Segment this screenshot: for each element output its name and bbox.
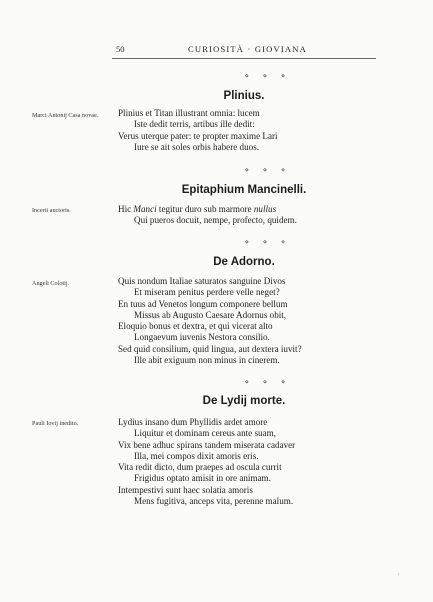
poem-line: Lydius insano dum Phyllidis ardet amore	[118, 417, 268, 427]
poem-line: Vix bene adhuc spirans tandem miserata cadaver	[118, 439, 296, 450]
poem-body	[118, 276, 388, 366]
poem-line: Verus uterque pater: te propter maxime Lari	[118, 130, 278, 141]
poem-line: Ille abit exiguum non minus in cinerem.	[134, 355, 280, 366]
poem-line: Plinius et Titan illustrant omnia: lucem	[118, 108, 260, 118]
poem-line: Iure se ait soles orbis habere duos.	[134, 141, 260, 152]
section-source: Pauli Iovij inedito.	[32, 420, 79, 427]
poem-body	[118, 108, 388, 153]
section-source: Marci Antonij Casa novae.	[32, 112, 99, 119]
poem-line: Qui pueros docuit, nempe, profecto, quidem.	[134, 215, 297, 226]
poem-line: Et miseram penitus perdere velle neget?	[134, 287, 280, 298]
poem-line: Longaevum iuvenis Nestora consilio.	[134, 332, 270, 343]
header-rule	[112, 58, 376, 59]
poem-line: Frigidus optato amisit in ore animam.	[134, 473, 271, 484]
poem-line: Vita redit dicto, dum praepes ad oscula currit	[118, 462, 282, 473]
poem-line: Liquitur et dominam cereus ante suam,	[134, 428, 276, 439]
poem-line: Missus ab Augusto Caesare Adornus obit,	[134, 309, 287, 320]
section-separator: ⋄ ⋄ ⋄	[244, 72, 292, 80]
poem-line: Sed quid consilium, quid lingua, aut dextera iuvit?	[118, 343, 302, 354]
section-separator: ⋄ ⋄ ⋄	[244, 238, 292, 246]
poem-body	[118, 204, 388, 227]
section-title: Epitaphium Mancinelli.	[181, 184, 307, 196]
section-title: De Lydij morte.	[202, 395, 286, 407]
section-title: Plinius.	[223, 90, 265, 102]
poem-line: Quis nondum Italiae saturatos sanguine Divos	[118, 276, 286, 286]
poem-line: Mens fugitiva, anceps vita, perenne malum.	[134, 496, 294, 507]
running-title: CURIOSITÀ · GIOVIANA	[188, 44, 307, 54]
section-source: Angeli Colotij.	[32, 280, 70, 287]
poem-line: Hic Manci tegitur duro sub marmore nullus	[118, 204, 277, 214]
poem-line: Illa, mei compos dixit amoris eris.	[134, 450, 259, 461]
poem-body	[118, 417, 388, 507]
poem-line: Eloquio bonus et dextra, et qui vicerat alto	[118, 321, 273, 332]
poem-line: Iste dedit terris, artibus ille dedit:	[134, 119, 255, 130]
poem-line: Intempestivi sunt haec solatia amoris	[118, 484, 253, 495]
section-separator: ⋄ ⋄ ⋄	[244, 166, 292, 174]
poem-line: En tuus ad Venetos longum componere bellum	[118, 298, 288, 309]
section-separator: ⋄ ⋄ ⋄	[244, 378, 292, 386]
page-number: 50	[116, 44, 125, 54]
section-source: Incerti auctoris.	[32, 207, 71, 214]
italic-word: Manci	[133, 204, 157, 214]
italic-word: nullus	[253, 204, 277, 214]
footer-mark: '	[398, 574, 399, 579]
section-title: De Adorno.	[213, 256, 275, 268]
